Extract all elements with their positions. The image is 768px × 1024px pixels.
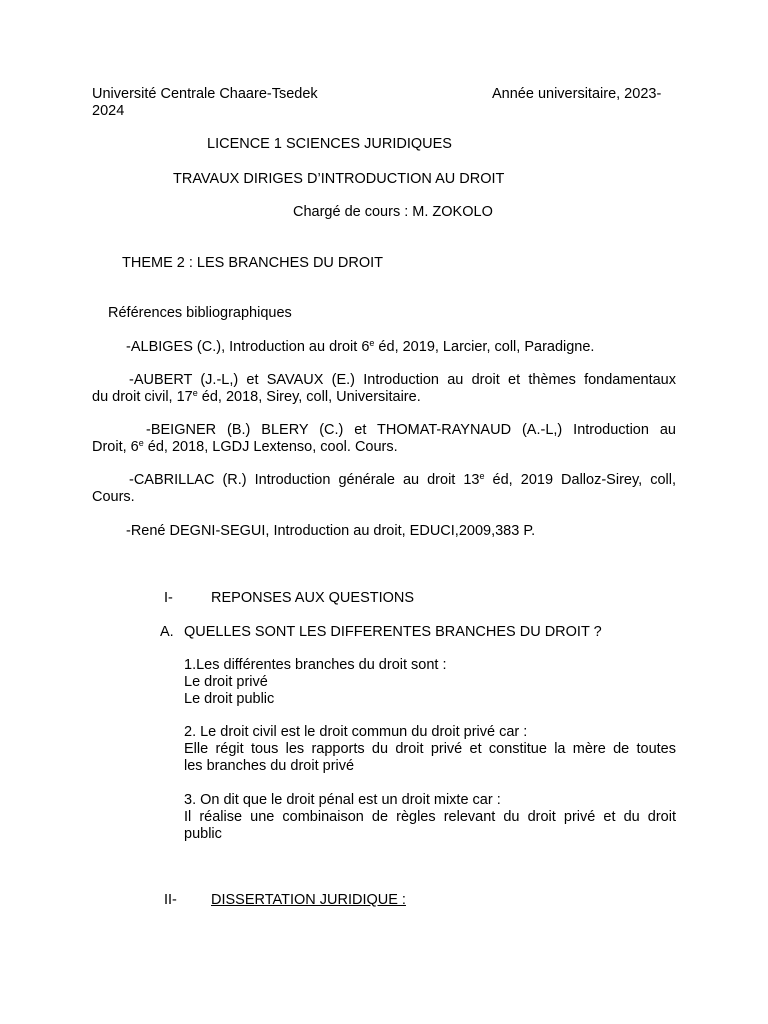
answer-2-question: 2. Le droit civil est le droit commun du droit privé car : bbox=[184, 724, 528, 740]
answer-3-question: 3. On dit que le droit pénal est un droit mixte car : bbox=[184, 792, 501, 808]
subsection-a-letter: A. bbox=[160, 624, 174, 640]
answer-3-line: Il réalise une combinaison de règles relevant du droit privé et du droit bbox=[184, 809, 676, 825]
answer-1-line: Le droit privé bbox=[184, 674, 268, 690]
reference-line: Droit, 6e éd, 2018, LGDJ Lextenso, cool. Cours. bbox=[92, 438, 398, 455]
theme-title: THEME 2 : LES BRANCHES DU DROIT bbox=[122, 255, 384, 271]
answer-2-line: Elle régit tous les rapports du droit privé et constitue la mère de toutes bbox=[184, 741, 676, 757]
reference-text: éd, 2019, Larcier, coll, Paradigne. bbox=[374, 339, 595, 355]
reference-item bbox=[92, 422, 676, 456]
reference-item bbox=[92, 372, 676, 406]
academic-year-continued: 2024 bbox=[92, 103, 125, 119]
section-2-title: DISSERTATION JURIDIQUE : bbox=[211, 892, 406, 908]
answer-3-line: public bbox=[184, 826, 222, 842]
reference-item: -René DEGNI-SEGUI, Introduction au droit, EDUCI,2009,383 P. bbox=[126, 523, 536, 539]
section-1-number: I- bbox=[164, 590, 173, 606]
course-title: TRAVAUX DIRIGES D’INTRODUCTION AU DROIT bbox=[173, 171, 505, 187]
reference-item bbox=[126, 339, 594, 356]
section-1-title: REPONSES AUX QUESTIONS bbox=[211, 590, 415, 606]
references-heading: Références bibliographiques bbox=[108, 305, 292, 321]
superscript: e bbox=[138, 438, 144, 448]
answer-2-line: les branches du droit privé bbox=[184, 758, 355, 774]
university-name: Université Centrale Chaare-Tsedek bbox=[92, 86, 318, 102]
reference-line: du droit civil, 17e éd, 2018, Sirey, coll, Universitaire. bbox=[92, 388, 421, 405]
superscript: e bbox=[369, 338, 375, 348]
reference-text: -ALBIGES (C.), Introduction au droit 6 bbox=[126, 339, 370, 355]
reference-line: -BEIGNER (B.) BLERY (C.) et THOMAT-RAYNAUD (A.-L,) Introduction au bbox=[146, 422, 676, 438]
superscript: e bbox=[192, 388, 198, 398]
reference-item bbox=[92, 472, 676, 506]
superscript: e bbox=[479, 471, 485, 481]
reference-line: -CABRILLAC (R.) Introduction générale au droit 13e éd, 2019 Dalloz-Sirey, coll, bbox=[129, 471, 676, 488]
answer-2-body bbox=[184, 741, 676, 775]
lecturer-line: Chargé de cours : M. ZOKOLO bbox=[293, 204, 493, 220]
answer-3-body bbox=[184, 809, 676, 843]
section-2-number: II- bbox=[164, 892, 177, 908]
answer-1-question: 1.Les différentes branches du droit sont : bbox=[184, 657, 447, 673]
answer-1-line: Le droit public bbox=[184, 691, 275, 707]
reference-line: Cours. bbox=[92, 489, 135, 505]
licence-title: LICENCE 1 SCIENCES JURIDIQUES bbox=[207, 136, 452, 152]
academic-year: Année universitaire, 2023- bbox=[492, 86, 662, 102]
reference-line: -AUBERT (J.-L,) et SAVAUX (E.) Introduction au droit et thèmes fondamentaux bbox=[129, 372, 676, 388]
subsection-a-title: QUELLES SONT LES DIFFERENTES BRANCHES DU DROIT ? bbox=[184, 624, 602, 640]
